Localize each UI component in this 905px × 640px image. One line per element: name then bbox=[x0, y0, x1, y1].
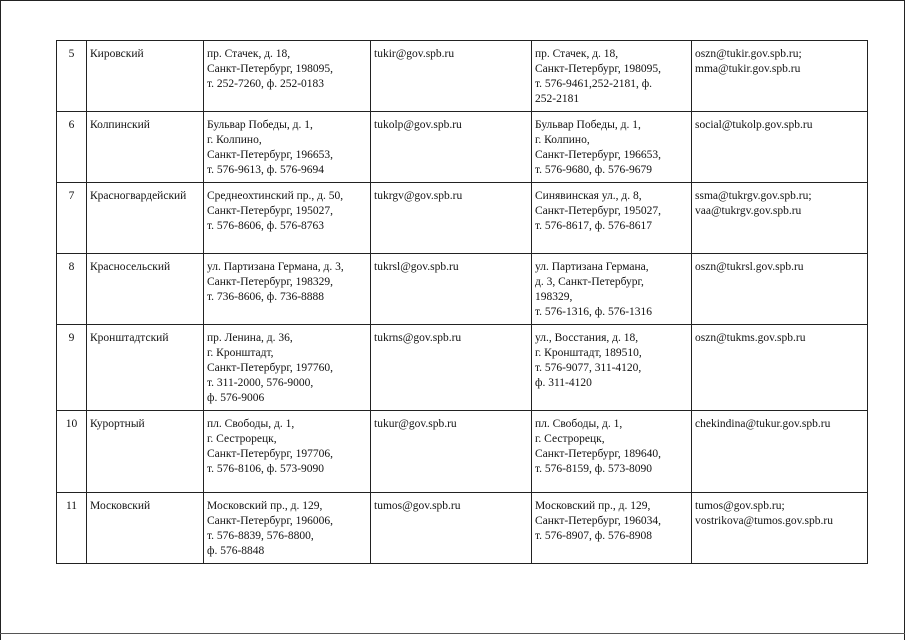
social-address-line: т. 576-9461,252-2181, ф. bbox=[535, 78, 653, 90]
admin-email-cell bbox=[371, 254, 532, 325]
admin-address-line: г. Сестрорецк, bbox=[207, 433, 277, 445]
social-email: oszn@tukms.gov.spb.ru bbox=[695, 332, 806, 344]
social-email: tumos@gov.spb.ru; bbox=[695, 500, 785, 512]
row-number: 8 bbox=[68, 261, 75, 273]
row-number: 11 bbox=[65, 500, 78, 512]
social-address-cell bbox=[532, 254, 692, 325]
social-address-line: Санкт-Петербург, 189640, bbox=[535, 448, 661, 460]
admin-address-line: т. 576-8839, 576-8800, bbox=[207, 530, 314, 542]
district-name-cell bbox=[87, 112, 204, 183]
district-name: Курортный bbox=[90, 418, 145, 430]
admin-address-cell bbox=[204, 325, 371, 411]
admin-address-line: Санкт-Петербург, 195027, bbox=[207, 205, 333, 217]
social-address-line: ф. 311-4120 bbox=[535, 377, 592, 389]
admin-address-line: ф. 576-9006 bbox=[207, 392, 265, 404]
social-address-line: Санкт-Петербург, 195027, bbox=[535, 205, 661, 217]
social-address-line: т. 576-9077, 311-4120, bbox=[535, 362, 642, 374]
social-address-line: пр. Стачек, д. 18, bbox=[535, 48, 619, 60]
admin-address-line: Санкт-Петербург, 198329, bbox=[207, 276, 333, 288]
admin-address-line: пр. Ленина, д. 36, bbox=[207, 332, 293, 344]
social-email-cell bbox=[692, 112, 868, 183]
admin-address-line: г. Кронштадт, bbox=[207, 347, 274, 359]
social-email: social@tukolp.gov.spb.ru bbox=[695, 119, 813, 131]
social-email: mma@tukir.gov.spb.ru bbox=[695, 63, 801, 75]
social-address-line: Московский пр., д. 129, bbox=[535, 500, 651, 512]
admin-address-line: Санкт-Петербург, 197706, bbox=[207, 448, 333, 460]
admin-address-line: Санкт-Петербург, 196006, bbox=[207, 515, 333, 527]
district-name: Красносельский bbox=[90, 261, 171, 273]
district-name-cell bbox=[87, 254, 204, 325]
row-number: 9 bbox=[68, 332, 75, 344]
page-edge-left bbox=[0, 0, 1, 640]
social-address-line: Бульвар Победы, д. 1, bbox=[535, 119, 641, 131]
admin-address-cell bbox=[204, 112, 371, 183]
admin-email: tukir@gov.spb.ru bbox=[374, 48, 455, 60]
social-address-line: г. Кронштадт, 189510, bbox=[535, 347, 642, 359]
social-email-cell bbox=[692, 254, 868, 325]
admin-address-line: пр. Стачек, д. 18, bbox=[207, 48, 291, 60]
district-name: Московский bbox=[90, 500, 151, 512]
admin-address-line: Московский пр., д. 129, bbox=[207, 500, 323, 512]
social-email-cell bbox=[692, 411, 868, 493]
admin-email-cell bbox=[371, 112, 532, 183]
district-name-cell bbox=[87, 41, 204, 112]
social-address-line: т. 576-8617, ф. 576-8617 bbox=[535, 220, 653, 232]
admin-address-line: т. 311-2000, 576-9000, bbox=[207, 377, 314, 389]
table-row bbox=[57, 254, 868, 325]
page-edge-top bbox=[0, 0, 905, 1]
social-address-cell bbox=[532, 325, 692, 411]
table-row bbox=[57, 493, 868, 564]
district-name-cell bbox=[87, 411, 204, 493]
social-address-line: г. Колпино, bbox=[535, 134, 590, 146]
social-address-line: Санкт-Петербург, 196034, bbox=[535, 515, 661, 527]
social-email-cell bbox=[692, 493, 868, 564]
district-name-cell bbox=[87, 325, 204, 411]
admin-address-line: Санкт-Петербург, 198095, bbox=[207, 63, 333, 75]
row-number: 7 bbox=[68, 190, 75, 202]
admin-address-line: ф. 576-8848 bbox=[207, 545, 265, 557]
social-address-line: Санкт-Петербург, 198095, bbox=[535, 63, 661, 75]
social-email: vostrikova@tumos.gov.spb.ru bbox=[695, 515, 833, 527]
admin-address-line: Санкт-Петербург, 196653, bbox=[207, 149, 333, 161]
social-address-cell bbox=[532, 493, 692, 564]
row-number-cell bbox=[57, 183, 87, 254]
row-number: 10 bbox=[65, 418, 78, 430]
district-name: Кировский bbox=[90, 48, 144, 60]
social-address-line: т. 576-8159, ф. 573-8090 bbox=[535, 463, 653, 475]
admin-address-line: ул. Партизана Германа, д. 3, bbox=[207, 261, 344, 273]
table-row bbox=[57, 325, 868, 411]
district-name: Колпинский bbox=[90, 119, 150, 131]
district-name-cell bbox=[87, 183, 204, 254]
table-row bbox=[57, 41, 868, 112]
admin-address-line: Бульвар Победы, д. 1, bbox=[207, 119, 313, 131]
admin-address-cell bbox=[204, 411, 371, 493]
admin-email-cell bbox=[371, 183, 532, 254]
row-number-cell bbox=[57, 493, 87, 564]
admin-email: tumos@gov.spb.ru bbox=[374, 500, 461, 512]
admin-address-cell bbox=[204, 41, 371, 112]
admin-address-cell bbox=[204, 183, 371, 254]
social-email: oszn@tukir.gov.spb.ru; bbox=[695, 48, 802, 60]
social-email-cell bbox=[692, 183, 868, 254]
admin-address-line: Санкт-Петербург, 197760, bbox=[207, 362, 333, 374]
social-address-cell bbox=[532, 112, 692, 183]
social-email: ssma@tukrgv.gov.spb.ru; bbox=[695, 190, 812, 202]
social-address-line: г. Сестрорецк, bbox=[535, 433, 605, 445]
row-number-cell bbox=[57, 41, 87, 112]
admin-address-cell bbox=[204, 254, 371, 325]
social-address-line: т. 576-9680, ф. 576-9679 bbox=[535, 164, 653, 176]
row-number-cell bbox=[57, 112, 87, 183]
admin-email: tukrns@gov.spb.ru bbox=[374, 332, 462, 344]
social-email-cell bbox=[692, 41, 868, 112]
social-address-line: Санкт-Петербург, 196653, bbox=[535, 149, 661, 161]
row-number-cell bbox=[57, 254, 87, 325]
social-address-line: ул. Партизана Германа, bbox=[535, 261, 649, 273]
admin-address-line: т. 576-8106, ф. 573-9090 bbox=[207, 463, 325, 475]
admin-address-cell bbox=[204, 493, 371, 564]
admin-email: tukrsl@gov.spb.ru bbox=[374, 261, 459, 273]
admin-email-cell bbox=[371, 325, 532, 411]
social-address-line: 252-2181 bbox=[535, 93, 580, 105]
social-address-cell bbox=[532, 41, 692, 112]
admin-email: tukur@gov.spb.ru bbox=[374, 418, 457, 430]
social-address-line: 198329, bbox=[535, 291, 573, 303]
district-name-cell bbox=[87, 493, 204, 564]
admin-address-line: т. 736-8606, ф. 736-8888 bbox=[207, 291, 325, 303]
admin-email: tukrgv@gov.spb.ru bbox=[374, 190, 463, 202]
social-address-line: т. 576-8907, ф. 576-8908 bbox=[535, 530, 653, 542]
admin-email-cell bbox=[371, 41, 532, 112]
row-number-cell bbox=[57, 411, 87, 493]
table-row bbox=[57, 411, 868, 493]
district-contacts-table bbox=[56, 40, 868, 564]
social-address-line: ул., Восстания, д. 18, bbox=[535, 332, 639, 344]
row-number: 6 bbox=[68, 119, 75, 131]
admin-address-line: г. Колпино, bbox=[207, 134, 262, 146]
social-address-line: д. 3, Санкт-Петербург, bbox=[535, 276, 644, 288]
admin-address-line: Среднеохтинский пр., д. 50, bbox=[207, 190, 344, 202]
table-body bbox=[57, 41, 868, 564]
social-email: vaa@tukrgv.gov.spb.ru bbox=[695, 205, 802, 217]
admin-address-line: т. 576-9613, ф. 576-9694 bbox=[207, 164, 325, 176]
social-address-line: пл. Свободы, д. 1, bbox=[535, 418, 623, 430]
social-address-cell bbox=[532, 183, 692, 254]
row-number: 5 bbox=[68, 48, 75, 60]
social-address-cell bbox=[532, 411, 692, 493]
admin-address-line: т. 576-8606, ф. 576-8763 bbox=[207, 220, 325, 232]
row-number-cell bbox=[57, 325, 87, 411]
social-address-line: т. 576-1316, ф. 576-1316 bbox=[535, 306, 653, 318]
table-row bbox=[57, 112, 868, 183]
social-email: chekindina@tukur.gov.spb.ru bbox=[695, 418, 831, 430]
table-row bbox=[57, 183, 868, 254]
page-edge-bottom bbox=[0, 633, 905, 634]
social-email: oszn@tukrsl.gov.spb.ru bbox=[695, 261, 804, 273]
social-address-line: Синявинская ул., д. 8, bbox=[535, 190, 642, 202]
admin-address-line: пл. Свободы, д. 1, bbox=[207, 418, 295, 430]
admin-email-cell bbox=[371, 493, 532, 564]
admin-email: tukolp@gov.spb.ru bbox=[374, 119, 462, 131]
district-name: Кронштадтский bbox=[90, 332, 169, 344]
admin-email-cell bbox=[371, 411, 532, 493]
admin-address-line: т. 252-7260, ф. 252-0183 bbox=[207, 78, 325, 90]
social-email-cell bbox=[692, 325, 868, 411]
district-name: Красногвардейский bbox=[90, 190, 187, 202]
